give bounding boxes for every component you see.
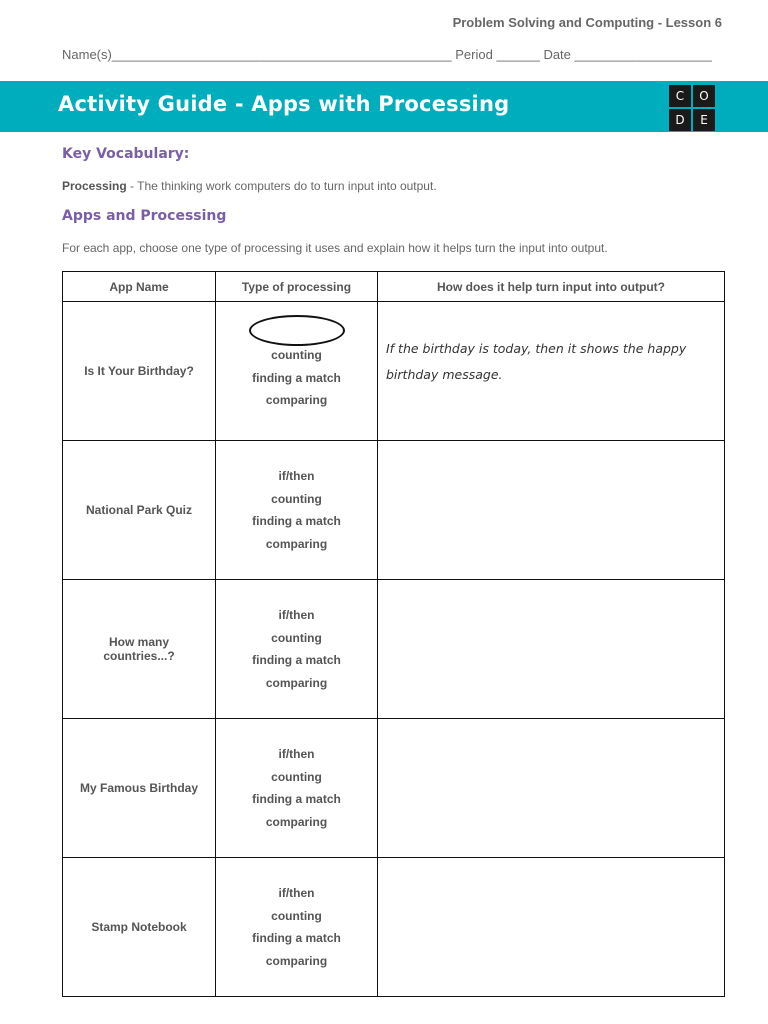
- processing-option[interactable]: comparing: [265, 393, 328, 408]
- code-logo-icon: [669, 85, 715, 131]
- table-header-row: [63, 272, 725, 302]
- column-header-app-name: App Name: [63, 272, 216, 302]
- logo-letter: D: [669, 109, 691, 131]
- answer-cell[interactable]: [378, 858, 725, 997]
- processing-option[interactable]: comparing: [265, 675, 328, 690]
- handwritten-answer: If the birthday is today, then it shows the happy birthday message.: [386, 341, 687, 382]
- circled-answer-mark: [249, 315, 345, 346]
- app-name-cell: My Famous Birthday: [63, 719, 216, 858]
- title-banner: [0, 81, 768, 132]
- answer-cell[interactable]: [378, 580, 725, 719]
- course-lesson-label: Problem Solving and Computing - Lesson 6: [452, 15, 722, 30]
- logo-letter: O: [693, 85, 715, 107]
- page-title: Activity Guide - Apps with Processing: [58, 92, 510, 116]
- processing-options-cell: [216, 719, 378, 858]
- table-row: [63, 302, 725, 441]
- processing-option[interactable]: finding a match: [252, 931, 341, 945]
- answer-cell[interactable]: [378, 719, 725, 858]
- column-header-explanation: How does it help turn input into output?: [378, 272, 725, 302]
- app-name-cell: Stamp Notebook: [63, 858, 216, 997]
- table-row: [63, 441, 725, 580]
- processing-options-cell: [216, 580, 378, 719]
- logo-letter: E: [693, 109, 715, 131]
- processing-options-cell: [216, 302, 378, 441]
- vocabulary-entry: [62, 179, 437, 193]
- processing-option[interactable]: comparing: [265, 953, 328, 968]
- vocab-definition: - The thinking work computers do to turn input into output.: [126, 179, 437, 193]
- apps-processing-heading: Apps and Processing: [62, 208, 227, 224]
- app-name-cell: National Park Quiz: [63, 441, 216, 580]
- logo-letter: C: [669, 85, 691, 107]
- processing-option[interactable]: comparing: [265, 814, 328, 829]
- apps-processing-table: [62, 271, 725, 997]
- processing-option[interactable]: finding a match: [252, 792, 341, 806]
- processing-option[interactable]: if/then: [278, 608, 315, 622]
- processing-options-cell: [216, 858, 378, 997]
- instructions-text: For each app, choose one type of processing it uses and explain how it helps turn the input into output.: [62, 241, 608, 255]
- key-vocabulary-heading: Key Vocabulary:: [62, 146, 190, 162]
- table-row: [63, 719, 725, 858]
- app-name-cell: How many countries...?: [63, 580, 216, 719]
- answer-cell[interactable]: [378, 441, 725, 580]
- name-period-date-line: Name(s)_______________________________________________ Period ______ Date ___________________: [62, 47, 712, 62]
- vocab-term: Processing: [62, 179, 127, 193]
- processing-options-cell: [216, 441, 378, 580]
- table-row: [63, 858, 725, 997]
- processing-option[interactable]: comparing: [265, 536, 328, 551]
- processing-option[interactable]: counting: [271, 348, 322, 363]
- column-header-type: Type of processing: [216, 272, 378, 302]
- processing-option[interactable]: if/then: [278, 747, 315, 761]
- processing-option[interactable]: counting: [271, 491, 322, 506]
- app-name-cell: Is It Your Birthday?: [63, 302, 216, 441]
- processing-option[interactable]: counting: [271, 908, 322, 923]
- table-row: [63, 580, 725, 719]
- answer-cell[interactable]: [378, 302, 725, 441]
- processing-option[interactable]: if/then: [278, 469, 315, 483]
- processing-option[interactable]: finding a match: [252, 370, 341, 385]
- processing-option[interactable]: counting: [271, 630, 322, 645]
- processing-option[interactable]: counting: [271, 769, 322, 784]
- processing-option[interactable]: finding a match: [252, 653, 341, 667]
- processing-option[interactable]: finding a match: [252, 514, 341, 528]
- processing-option[interactable]: if/then: [278, 886, 315, 900]
